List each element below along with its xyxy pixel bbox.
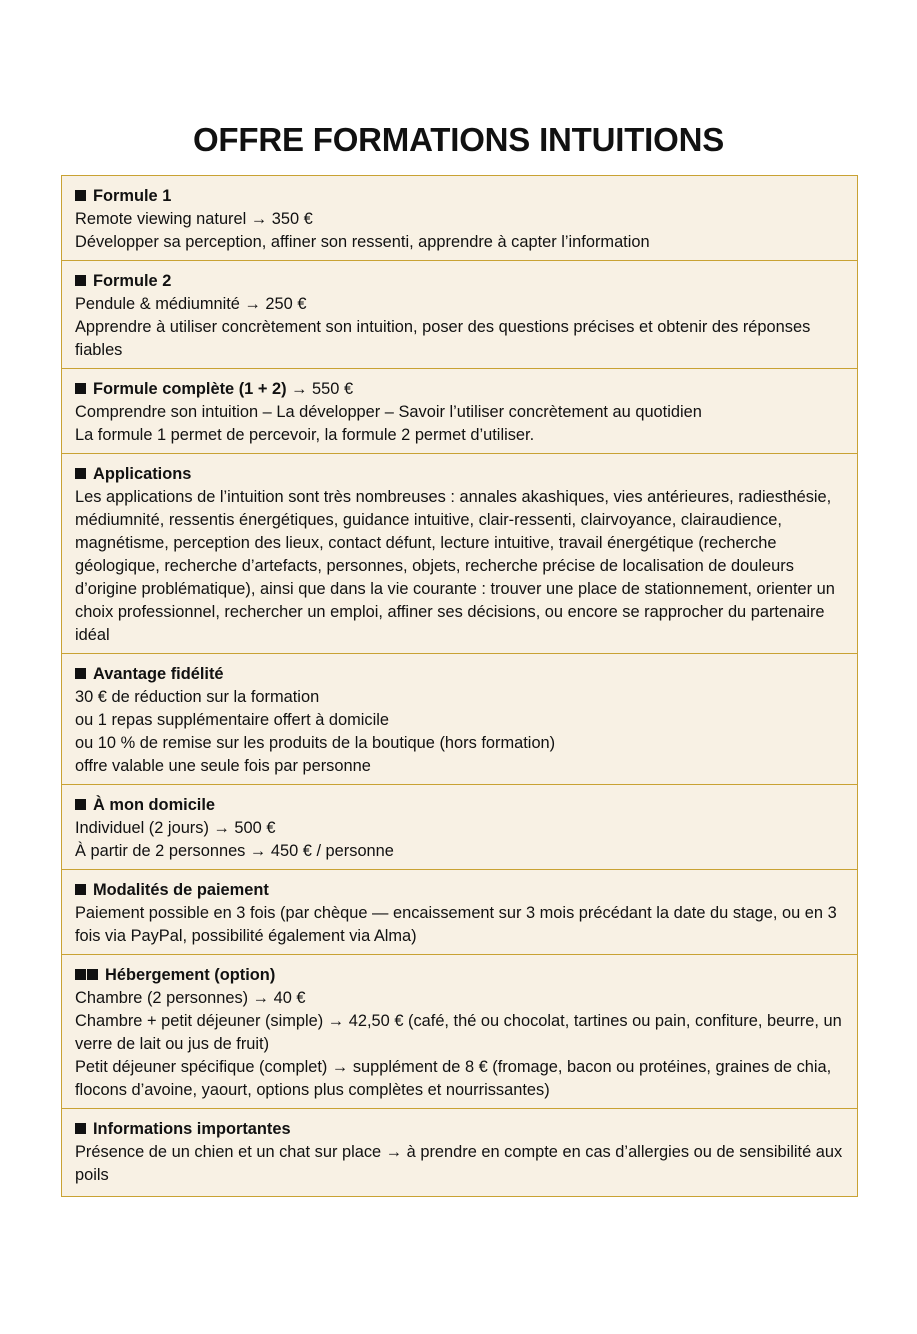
section-line: Apprendre à utiliser concrètement son intuition, poser des questions précises et obtenir des réponses fiables [75, 318, 811, 359]
section-line: Petit déjeuner spécifique (complet) → supplément de 8 € (fromage, bacon ou protéines, graines de chia, flocons d’avoine, yaourt, options plus complètes et nourrissantes) [75, 1058, 832, 1099]
offer-table [61, 175, 858, 1197]
section-heading-text: Hébergement (option) [105, 966, 276, 984]
section-line: La formule 1 permet de percevoir, la formule 2 permet d’utiliser. [75, 426, 535, 444]
section-heading-text: Avantage fidélité [93, 665, 224, 683]
section-heading [75, 185, 845, 208]
bullet-square-icon [75, 799, 86, 810]
section-domicile [62, 785, 857, 870]
section-heading [75, 1118, 845, 1141]
section-heading [75, 463, 845, 486]
section-heading-text: Applications [93, 465, 192, 483]
section-heading-text: Modalités de paiement [93, 881, 269, 899]
section-heading [75, 663, 845, 686]
section-line: ou 1 repas supplémentaire offert à domicile [75, 711, 390, 729]
section-line: Chambre (2 personnes) → 40 € [75, 989, 306, 1007]
section-heading-text: Formule 2 [93, 272, 172, 290]
page-title: OFFRE FORMATIONS INTUITIONS [192, 121, 725, 158]
section-heading [75, 794, 845, 817]
section-line: Pendule & médiumnité → 250 € [75, 295, 307, 313]
section-line: Chambre + petit déjeuner (simple) → 42,50 € (café, thé ou chocolat, tartines ou pain, confiture, beurre, un verre de lait ou jus de fruit) [75, 1012, 842, 1053]
section-informations [62, 1109, 857, 1196]
section-heading-price: → 550 € [286, 380, 354, 398]
section-line: offre valable une seule fois par personne [75, 757, 371, 775]
section-heading-text: Formule complète (1 + 2) [93, 380, 287, 398]
section-hebergement [62, 955, 857, 1109]
section-formule-2 [62, 261, 857, 369]
section-formule-1 [62, 176, 857, 261]
section-line: Présence de un chien et un chat sur place → à prendre en compte en cas d’allergies ou de sensibilité aux poils [75, 1143, 843, 1184]
section-heading [75, 964, 845, 987]
section-heading-text: Informations importantes [93, 1120, 291, 1138]
section-heading [75, 378, 845, 401]
section-line: Comprendre son intuition – La développer – Savoir l’utiliser concrètement au quotidien [75, 403, 702, 421]
section-applications [62, 454, 857, 654]
section-formule-complete [62, 369, 857, 454]
section-avantage-fidelite [62, 654, 857, 785]
bullet-square-icon [75, 1123, 86, 1134]
bullet-square-icon [87, 969, 98, 980]
section-paiement [62, 870, 857, 955]
section-line: Développer sa perception, affiner son ressenti, apprendre à capter l’information [75, 233, 650, 251]
bullet-square-icon [75, 190, 86, 201]
bullet-square-icon [75, 383, 86, 394]
section-line: Les applications de l’intuition sont très nombreuses : annales akashiques, vies antérieures, radiesthésie, médiumnité, ressentis énergétiques, guidance intuitive, clair-ressenti, clairvoyance, clairaudience, magnétisme, perception des lieux, contact défunt, lecture intuitive, travail énergétique (recherche géologique, recherche d’artefacts, personnes, objets, recherche précise de localisation de douleurs d’origine problématique), ainsi que dans la vie courante : trouver une place de stationnement, orienter un choix professionnel, rechercher un emploi, affiner ses décisions, ou encore se rapprocher du partenaire idéal [75, 488, 835, 644]
section-line: Remote viewing naturel → 350 € [75, 210, 313, 228]
section-line: ou 10 % de remise sur les produits de la boutique (hors formation) [75, 734, 556, 752]
section-heading [75, 879, 845, 902]
section-line: 30 € de réduction sur la formation [75, 688, 320, 706]
bullet-square-icon [75, 468, 86, 479]
bullet-square-icon [75, 668, 86, 679]
bullet-square-icon [75, 275, 86, 286]
bullet-square-icon [75, 969, 86, 980]
section-line: Paiement possible en 3 fois (par chèque — encaissement sur 3 mois précédant la date du stage, ou en 3 fois via PayPal, possibilité également via Alma) [75, 904, 837, 945]
section-heading-text: À mon domicile [93, 796, 216, 814]
section-line: À partir de 2 personnes → 450 € / personne [75, 842, 394, 860]
section-heading [75, 270, 845, 293]
section-heading-text: Formule 1 [93, 187, 172, 205]
section-line: Individuel (2 jours) → 500 € [75, 819, 276, 837]
bullet-square-icon [75, 884, 86, 895]
